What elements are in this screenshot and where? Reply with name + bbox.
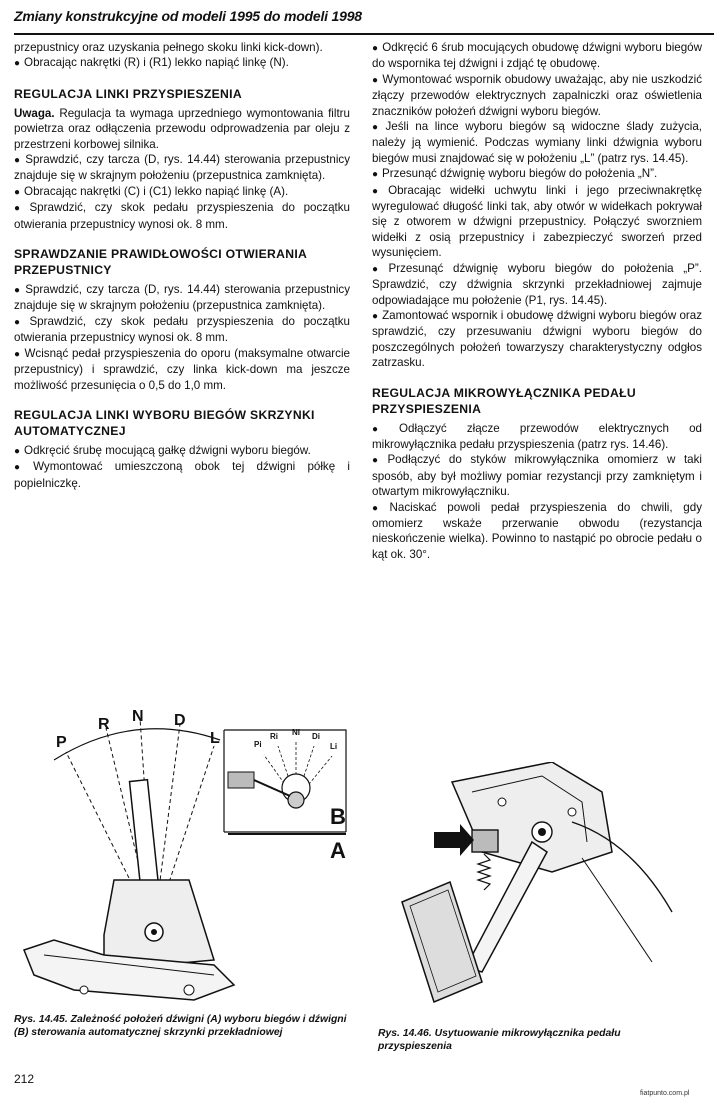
right-column — [372, 40, 702, 562]
bullet-text: Sprawdzić, czy tarcza (D, rys. 14.44) sterowania przepustnicy znajduje się w skrajnym położeniu (przepustnica zamknięta). — [14, 283, 350, 313]
label-P: P — [56, 734, 67, 751]
bullet-icon: ● — [372, 423, 395, 435]
bullet-icon: ● — [14, 203, 26, 215]
label-A: A — [330, 838, 346, 863]
bullet-icon: ● — [14, 186, 21, 198]
bullet-item — [372, 308, 702, 371]
page-header — [14, 8, 714, 28]
label-Ni: Ni — [292, 728, 300, 737]
bullet-icon: ● — [14, 445, 21, 457]
left-column — [14, 40, 350, 491]
bullet-text: Odkręcić śrubę mocującą gałkę dźwigni wyboru biegów. — [24, 443, 311, 457]
bullet-text: Wcisnąć pedał przyspieszenia do oporu (maksymalne otwarcie przepustnicy) i sprawdzić, czy linka kick-down ma jeszcze możliwość przesunięcia o 0,5 do 1,0 mm. — [14, 346, 350, 392]
note-text: Regulacja ta wymaga uprzedniego wymontowania filtru powietrza oraz odłączenia przewodu odprowadzenia par oleju z przestrzeni korbowej silnika. — [14, 106, 350, 151]
bullet-icon: ● — [14, 316, 26, 328]
bullet-text: Odkręcić 6 śrub mocujących obudowę dźwigni wyboru biegów do wspornika tej dźwigni i zdjąć tę obudowę. — [372, 41, 702, 71]
bullet-item — [14, 184, 350, 200]
figure-14-46 — [372, 762, 702, 1018]
bullet-item — [14, 200, 350, 232]
bullet-text: Obracając widełki uchwytu linki i jego przeciwnakrętkę wyregulować długość linki tak, aby otwór w widełkach pokrywał się z otworem w dźwigni przepustnicy. Połączyć sworzniem widełki z osią przepustnicy i zabezpieczyć sworzeń przed wysunięciem. — [372, 183, 702, 260]
bullet-icon: ● — [372, 185, 385, 197]
note-label: Uwaga. — [14, 106, 55, 120]
bullet-item — [14, 459, 350, 491]
bullet-icon: ● — [372, 455, 384, 467]
paragraph: przepustnicy oraz uzyskania pełnego skoku linki kick-down). — [14, 41, 323, 54]
bullet-item — [372, 452, 702, 499]
label-Li: Li — [330, 742, 338, 751]
section-heading: REGULACJA LINKI PRZYSPIESZENIA — [14, 86, 242, 101]
bullet-item — [14, 314, 350, 346]
bullet-item — [14, 282, 350, 314]
bullet-item — [14, 443, 350, 459]
bullet-icon: ● — [14, 462, 30, 474]
bullet-text: Wymontować umieszczoną obok tej dźwigni półkę i popielniczkę. — [14, 460, 350, 490]
label-R: R — [98, 716, 110, 733]
label-N: N — [132, 708, 144, 725]
accelerator-pedal-diagram — [372, 762, 702, 1018]
note-paragraph — [14, 106, 350, 152]
bullet-item — [372, 119, 702, 166]
bullet-text: Obracając nakrętki (C) i (C1) lekko napiąć linkę (A). — [24, 184, 289, 198]
label-D: D — [174, 712, 186, 729]
bullet-text: Sprawdzić, czy skok pedału przyspieszenia do początku otwierania przepustnicy wynosi ok. 8 mm. — [14, 201, 350, 231]
bullet-item — [372, 500, 702, 563]
bullet-text: Zamontować wspornik i obudowę dźwigni wyboru biegów oraz sprawdzić, czy przesuwaniu dźwigni wyboru biegów do poszczególnych położeń towarzyszy charakterystyczny odgłos zatrzasku. — [372, 308, 702, 370]
bullet-icon: ● — [14, 285, 22, 297]
bullet-text: Sprawdzić, czy tarcza (D, rys. 14.44) sterowania przepustnicy znajduje się w skrajnym położeniu (przepustnica zamknięta). — [14, 153, 350, 183]
bullet-icon: ● — [14, 58, 21, 70]
page-title: Zmiany konstrukcyjne od modeli 1995 do modeli 1998 — [14, 8, 362, 24]
source-watermark: fiatpunto.com.pl — [640, 1090, 690, 1097]
label-Pi: Pi — [254, 740, 262, 749]
bullet-item — [372, 72, 702, 119]
bullet-item — [14, 346, 350, 393]
bullet-text: Jeśli na lince wyboru biegów są widoczne ślady zużycia, należy ją wymienić. Podczas wymiany linki dźwignia wyboru biegów musi znajdować się w położeniu „L” (patrz rys. 14.45). — [372, 120, 703, 165]
label-Di: Di — [312, 732, 320, 741]
bullet-icon: ● — [14, 155, 22, 167]
bullet-icon: ● — [372, 263, 385, 275]
figure-14-45 — [14, 700, 350, 1008]
bullet-text: Odłączyć złącze przewodów elektrycznych od mikrowyłącznika pedału przyspieszenia (patrz rys. 14.46). — [372, 421, 702, 451]
section-heading: SPRAWDZANIE PRAWIDŁOWOŚCI OTWIERANIA PRZEPUSTNICY — [14, 247, 307, 278]
bullet-item — [372, 166, 702, 182]
label-L: L — [210, 730, 220, 747]
bullet-item — [14, 55, 350, 71]
bullet-icon: ● — [372, 310, 379, 322]
bullet-item — [372, 40, 702, 72]
section-heading: REGULACJA MIKROWYŁĄCZNIKA PEDAŁU PRZYSPIESZENIA — [372, 385, 636, 416]
label-B: B — [330, 804, 346, 829]
bullet-text: Wymontować wspornik obudowy uważając, aby nie uszkodzić złączy przewodów elektrycznych zapalniczki oraz oświetlenia znaczników położeń dźwigni wyboru biegów. — [372, 72, 702, 118]
page-number: 212 — [14, 1072, 35, 1086]
bullet-icon: ● — [372, 74, 379, 86]
figure-caption: Rys. 14.45. Zależność położeń dźwigni (A) wyboru biegów i dźwigni (B) sterowania automatycznej skrzynki przekładniowej — [14, 1014, 347, 1038]
bullet-item — [372, 183, 702, 261]
bullet-icon: ● — [14, 348, 21, 360]
header-rule — [14, 33, 714, 35]
bullet-item — [372, 261, 702, 308]
bullet-icon: ● — [372, 122, 382, 134]
bullet-icon: ● — [372, 43, 379, 54]
bullet-text: Przesunąć dźwignię wyboru biegów do położenia „N”. — [382, 167, 658, 181]
bullet-text: Przesunąć dźwignię wyboru biegów do położenia „P”. Sprawdzić, czy dźwignia skrzynki przekładniowej zajmuje odpowiadające mu położenie (P1, rys. 14.45). — [372, 261, 702, 307]
bullet-icon: ● — [372, 502, 386, 514]
bullet-item — [14, 152, 350, 184]
bullet-text: Obracając nakrętki (R) i (R1) lekko napiąć linkę (N). — [24, 56, 289, 70]
bullet-text: Sprawdzić, czy skok pedału przyspieszenia do początku otwierania przepustnicy wynosi ok. 8 mm. — [14, 314, 350, 345]
section-heading: REGULACJA LINKI WYBORU BIEGÓW SKRZYNKI AUTOMATYCZNEJ — [14, 407, 315, 438]
figure-caption: Rys. 14.46. Usytuowanie mikrowyłącznika pedału przyspieszenia — [378, 1028, 621, 1052]
bullet-text: Podłączyć do styków mikrowyłącznika omomierz w taki sposób, aby był możliwy pomiar rezystancji przy zamkniętym i otwartym mikrowyłączniku. — [372, 453, 702, 499]
bullet-icon: ● — [372, 169, 379, 181]
label-Ri: Ri — [270, 732, 278, 741]
bullet-item — [372, 421, 702, 453]
bullet-text: Naciskać powoli pedał przyspieszenia do chwili, gdy omomierz wskaże przerwanie obwodu (rezystancja nieskończenie wielka). Powinno to nastąpić po obrocie pedału o kąt ok. 30°. — [372, 500, 702, 561]
